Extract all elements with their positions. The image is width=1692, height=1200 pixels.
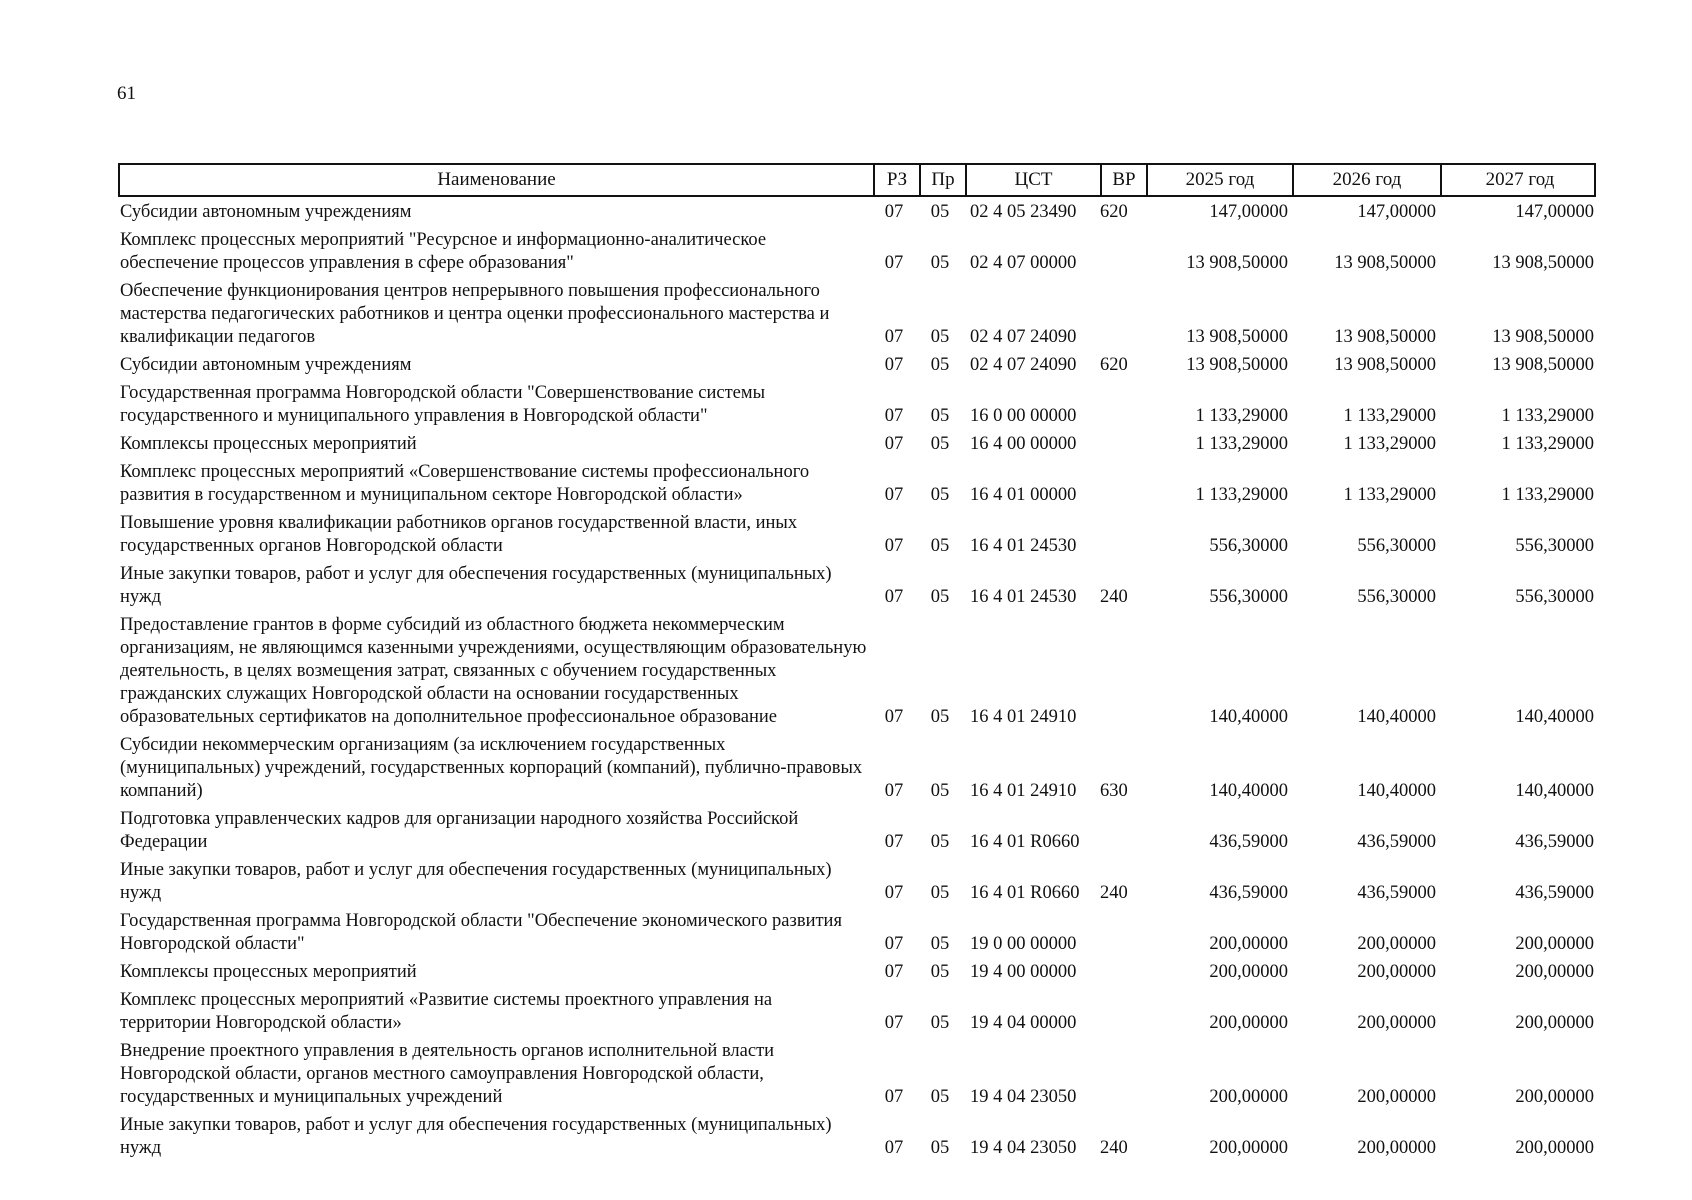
row-name: Иные закупки товаров, работ и услуг для обеспечения государственных (муниципальных) нужд xyxy=(120,564,832,607)
row-cst: 16 0 00 00000 xyxy=(970,406,1077,426)
row-name: Подготовка управленческих кадров для организации народного хозяйства Российской Федерации xyxy=(120,809,799,852)
header-2026: 2026 год xyxy=(1292,165,1440,195)
row-pr: 05 xyxy=(930,1138,950,1158)
row-2027: 556,30000 xyxy=(1515,587,1594,607)
row-2027: 200,00000 xyxy=(1515,1013,1594,1033)
row-2025: 13 908,50000 xyxy=(1186,355,1288,375)
row-pr: 05 xyxy=(930,434,950,454)
row-2027: 436,59000 xyxy=(1515,883,1594,903)
row-cst: 16 4 01 24910 xyxy=(970,781,1077,801)
header-rz: РЗ xyxy=(873,165,919,195)
row-name: Комплекс процессных мероприятий «Развитие системы проектного управления на территории Новгородской области» xyxy=(120,990,773,1033)
row-vr: 630 xyxy=(1100,781,1128,801)
row-cst: 16 4 00 00000 xyxy=(970,434,1077,454)
row-rz: 07 xyxy=(884,202,904,222)
row-rz: 07 xyxy=(884,406,904,426)
row-name: Комплексы процессных мероприятий xyxy=(120,962,417,982)
row-cst: 16 4 01 R0660 xyxy=(970,883,1080,903)
row-name: Обеспечение функционирования центров непрерывного повышения профессионального мастерства педагогических работников и центра оценки профессионального мастерства и квалификации педагогов xyxy=(120,281,830,347)
row-pr: 05 xyxy=(930,355,950,375)
row-2027: 200,00000 xyxy=(1515,934,1594,954)
row-2027: 140,40000 xyxy=(1515,707,1594,727)
row-2027: 140,40000 xyxy=(1515,781,1594,801)
row-rz: 07 xyxy=(884,883,904,903)
row-2026: 200,00000 xyxy=(1357,962,1436,982)
row-pr: 05 xyxy=(930,536,950,556)
row-vr: 240 xyxy=(1100,883,1128,903)
row-name: Иные закупки товаров, работ и услуг для обеспечения государственных (муниципальных) нужд xyxy=(120,860,832,903)
row-rz: 07 xyxy=(884,355,904,375)
row-2027: 1 133,29000 xyxy=(1501,434,1594,454)
row-2027: 556,30000 xyxy=(1515,536,1594,556)
table-row xyxy=(118,563,1596,609)
row-pr: 05 xyxy=(930,253,950,273)
row-2027: 13 908,50000 xyxy=(1492,253,1594,273)
row-pr: 05 xyxy=(930,781,950,801)
row-2027: 147,00000 xyxy=(1515,202,1594,222)
row-2026: 200,00000 xyxy=(1357,1087,1436,1107)
header-name: Наименование xyxy=(437,169,556,190)
row-2026: 200,00000 xyxy=(1357,1013,1436,1033)
table-row xyxy=(118,961,1596,984)
table-row xyxy=(118,734,1596,803)
table-body xyxy=(118,201,1596,1160)
row-pr: 05 xyxy=(930,485,950,505)
row-cst: 19 4 04 23050 xyxy=(970,1138,1077,1158)
row-2025: 436,59000 xyxy=(1209,832,1288,852)
table-row xyxy=(118,354,1596,377)
row-name: Государственная программа Новгородской области "Совершенствование системы государственного и муниципального управления в Новгородской области" xyxy=(120,383,765,426)
row-2027: 1 133,29000 xyxy=(1501,485,1594,505)
row-2027: 13 908,50000 xyxy=(1492,327,1594,347)
row-pr: 05 xyxy=(930,1013,950,1033)
row-2026: 436,59000 xyxy=(1357,883,1436,903)
row-2026: 13 908,50000 xyxy=(1334,253,1436,273)
row-vr: 240 xyxy=(1100,587,1128,607)
row-rz: 07 xyxy=(884,327,904,347)
row-name: Комплекс процессных мероприятий "Ресурсное и информационно-аналитическое обеспечение процессов управления в сфере образования" xyxy=(120,230,767,273)
table-row xyxy=(118,910,1596,956)
row-cst: 19 0 00 00000 xyxy=(970,934,1077,954)
header-pr: Пр xyxy=(919,165,965,195)
row-cst: 16 4 01 00000 xyxy=(970,485,1077,505)
row-cst: 02 4 07 24090 xyxy=(970,355,1077,375)
row-name: Комплексы процессных мероприятий xyxy=(120,434,417,454)
row-rz: 07 xyxy=(884,1138,904,1158)
row-rz: 07 xyxy=(884,485,904,505)
row-2025: 1 133,29000 xyxy=(1195,406,1288,426)
header-vr: ВР xyxy=(1100,165,1146,195)
row-2026: 147,00000 xyxy=(1357,202,1436,222)
row-name: Иные закупки товаров, работ и услуг для обеспечения государственных (муниципальных) нужд xyxy=(120,1115,832,1158)
row-2025: 200,00000 xyxy=(1209,962,1288,982)
row-2027: 200,00000 xyxy=(1515,1087,1594,1107)
table-row xyxy=(118,433,1596,456)
table-header xyxy=(118,163,1596,197)
header-2025: 2025 год xyxy=(1146,165,1292,195)
row-2026: 1 133,29000 xyxy=(1343,485,1436,505)
row-cst: 16 4 01 24530 xyxy=(970,536,1077,556)
row-2026: 140,40000 xyxy=(1357,707,1436,727)
row-2026: 140,40000 xyxy=(1357,781,1436,801)
header-2027: 2027 год xyxy=(1440,165,1598,195)
row-2025: 556,30000 xyxy=(1209,536,1288,556)
table-row xyxy=(118,808,1596,854)
row-vr: 240 xyxy=(1100,1138,1128,1158)
row-2025: 13 908,50000 xyxy=(1186,253,1288,273)
table-row xyxy=(118,614,1596,729)
row-cst: 16 4 01 24910 xyxy=(970,707,1077,727)
row-cst: 19 4 04 00000 xyxy=(970,1013,1077,1033)
row-2025: 556,30000 xyxy=(1209,587,1288,607)
table-row xyxy=(118,201,1596,224)
row-2026: 13 908,50000 xyxy=(1334,355,1436,375)
row-pr: 05 xyxy=(930,962,950,982)
row-pr: 05 xyxy=(930,587,950,607)
table-row xyxy=(118,461,1596,507)
row-name: Внедрение проектного управления в деятельность органов исполнительной власти Новгородской области, органов местного самоуправления Новгородской области, государственных и муниципальных учреждений xyxy=(120,1041,775,1107)
row-rz: 07 xyxy=(884,1087,904,1107)
row-2025: 200,00000 xyxy=(1209,1013,1288,1033)
row-2025: 140,40000 xyxy=(1209,707,1288,727)
row-pr: 05 xyxy=(930,883,950,903)
row-2027: 436,59000 xyxy=(1515,832,1594,852)
row-rz: 07 xyxy=(884,934,904,954)
row-name: Субсидии автономным учреждениям xyxy=(120,202,412,222)
row-2026: 200,00000 xyxy=(1357,1138,1436,1158)
row-pr: 05 xyxy=(930,832,950,852)
row-2026: 556,30000 xyxy=(1357,587,1436,607)
row-name: Повышение уровня квалификации работников органов государственной власти, иных государственных органов Новгородской области xyxy=(120,513,798,556)
row-2026: 200,00000 xyxy=(1357,934,1436,954)
row-2025: 147,00000 xyxy=(1209,202,1288,222)
row-rz: 07 xyxy=(884,707,904,727)
row-pr: 05 xyxy=(930,1087,950,1107)
row-2026: 1 133,29000 xyxy=(1343,434,1436,454)
row-cst: 16 4 01 24530 xyxy=(970,587,1077,607)
row-pr: 05 xyxy=(930,202,950,222)
row-cst: 19 4 00 00000 xyxy=(970,962,1077,982)
table-row xyxy=(118,229,1596,275)
row-2025: 200,00000 xyxy=(1209,1138,1288,1158)
row-rz: 07 xyxy=(884,536,904,556)
row-rz: 07 xyxy=(884,587,904,607)
row-cst: 16 4 01 R0660 xyxy=(970,832,1080,852)
table-row xyxy=(118,859,1596,905)
page-number: 61 xyxy=(117,83,136,104)
row-2025: 200,00000 xyxy=(1209,934,1288,954)
row-rz: 07 xyxy=(884,832,904,852)
row-name: Субсидии автономным учреждениям xyxy=(120,355,412,375)
row-2025: 436,59000 xyxy=(1209,883,1288,903)
table-row xyxy=(118,512,1596,558)
row-name: Предоставление грантов в форме субсидий из областного бюджета некоммерческим организациям, не являющимся казенными учреждениями, осуществляющим образовательную деятельность, в целях возмещения затрат, связанных с обучением государственных гражданских служащих Новгородской области на основании государственных образовательных сертификатов на дополнительное профессиональное образование xyxy=(120,615,867,727)
table-row xyxy=(118,989,1596,1035)
table-row xyxy=(118,382,1596,428)
row-pr: 05 xyxy=(930,327,950,347)
row-vr: 620 xyxy=(1100,202,1128,222)
table-row xyxy=(118,1114,1596,1160)
row-2026: 556,30000 xyxy=(1357,536,1436,556)
row-2025: 13 908,50000 xyxy=(1186,327,1288,347)
row-name: Государственная программа Новгородской области "Обеспечение экономического развития Новгородской области" xyxy=(120,911,842,954)
row-rz: 07 xyxy=(884,253,904,273)
row-2027: 200,00000 xyxy=(1515,1138,1594,1158)
budget-table xyxy=(118,163,1596,1165)
row-rz: 07 xyxy=(884,434,904,454)
row-2025: 1 133,29000 xyxy=(1195,485,1288,505)
table-row xyxy=(118,1040,1596,1109)
row-2027: 1 133,29000 xyxy=(1501,406,1594,426)
row-2026: 13 908,50000 xyxy=(1334,327,1436,347)
row-pr: 05 xyxy=(930,406,950,426)
row-2025: 200,00000 xyxy=(1209,1087,1288,1107)
row-cst: 02 4 07 00000 xyxy=(970,253,1077,273)
row-vr: 620 xyxy=(1100,355,1128,375)
row-2027: 13 908,50000 xyxy=(1492,355,1594,375)
row-pr: 05 xyxy=(930,934,950,954)
row-cst: 02 4 05 23490 xyxy=(970,202,1077,222)
row-2026: 436,59000 xyxy=(1357,832,1436,852)
table-row xyxy=(118,280,1596,349)
row-name: Субсидии некоммерческим организациям (за исключением государственных (муниципальных) учреждений, государственных корпораций (компаний), публично-правовых компаний) xyxy=(120,735,863,801)
row-rz: 07 xyxy=(884,1013,904,1033)
row-2025: 140,40000 xyxy=(1209,781,1288,801)
row-cst: 02 4 07 24090 xyxy=(970,327,1077,347)
row-2027: 200,00000 xyxy=(1515,962,1594,982)
header-cst: ЦСТ xyxy=(965,165,1100,195)
row-rz: 07 xyxy=(884,781,904,801)
row-name: Комплекс процессных мероприятий «Совершенствование системы профессионального развития в государственном и муниципальном секторе Новгородской области» xyxy=(120,462,810,505)
row-pr: 05 xyxy=(930,707,950,727)
row-2025: 1 133,29000 xyxy=(1195,434,1288,454)
row-2026: 1 133,29000 xyxy=(1343,406,1436,426)
row-rz: 07 xyxy=(884,962,904,982)
row-cst: 19 4 04 23050 xyxy=(970,1087,1077,1107)
